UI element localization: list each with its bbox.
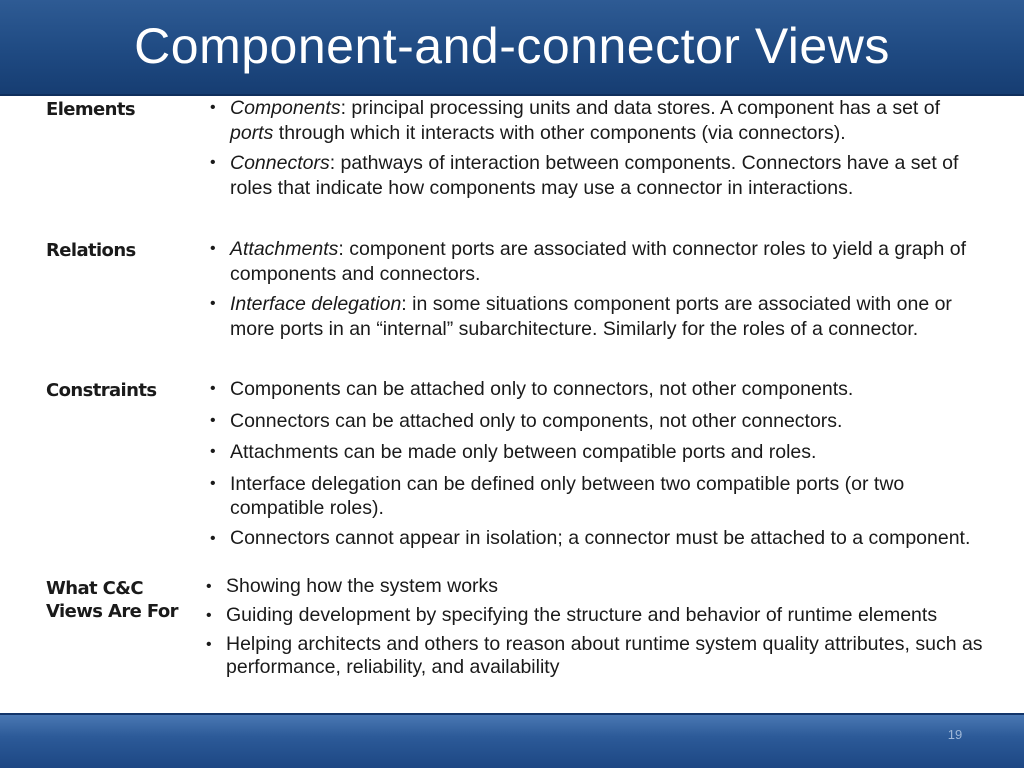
- bullet-icon: •: [210, 529, 216, 547]
- title-bar: [0, 0, 1024, 96]
- bullet-icon: •: [210, 411, 216, 429]
- list-item: [204, 237, 986, 286]
- bullet-icon: •: [210, 443, 216, 460]
- term: Components: [230, 97, 341, 119]
- list-item: [204, 377, 986, 402]
- footer-bar: [0, 713, 1024, 768]
- list-item: [200, 604, 986, 627]
- list-item: [204, 151, 986, 200]
- list-item: [204, 527, 986, 550]
- list-item: [204, 409, 986, 434]
- item-text: : component ports are associated with connector roles to yield a graph of components and connectors.: [230, 238, 966, 285]
- item-text: Guiding development by specifying the structure and behavior of runtime elements: [226, 604, 938, 626]
- bullet-icon: •: [206, 578, 212, 595]
- item-text: through which it interacts with other components (via connectors).: [273, 121, 846, 144]
- item-text: Components can be attached only to connectors, not other components.: [230, 378, 854, 400]
- section-label-uses-line1: What C&C: [46, 578, 144, 599]
- bullet-icon: •: [210, 99, 216, 116]
- bullet-icon: •: [210, 240, 216, 257]
- bullet-icon: •: [210, 380, 216, 397]
- section-label-constraints: Constraints: [46, 380, 157, 401]
- section-label-relations: Relations: [46, 240, 136, 261]
- bullet-icon: •: [206, 636, 212, 653]
- section-uses: [46, 575, 986, 679]
- bullet-icon: •: [210, 295, 216, 312]
- slide-title: Component-and-connector Views: [134, 18, 890, 74]
- section-constraints: [46, 377, 986, 575]
- bullet-icon: •: [210, 474, 216, 492]
- page-number: 19: [947, 727, 963, 742]
- section-label-uses: [46, 575, 198, 679]
- item-text: Interface delegation can be defined only between two compatible ports (or two compatible roles).: [230, 472, 905, 519]
- section-label-elements: Elements: [46, 99, 135, 120]
- item-text: : principal processing units and data stores. A component has a set of: [340, 97, 941, 119]
- item-text: Attachments can be made only between compatible ports and roles.: [230, 441, 817, 463]
- bullet-icon: •: [210, 154, 216, 171]
- section-items-uses: [200, 575, 986, 679]
- item-text: Connectors cannot appear in isolation; a connector must be attached to a component.: [230, 526, 971, 549]
- list-item: [204, 472, 986, 521]
- section-items-relations: [204, 237, 986, 377]
- term: Connectors: [230, 152, 330, 174]
- section-items-constraints: [204, 377, 986, 575]
- section-relations: [46, 237, 986, 377]
- section-label-uses-line2: Views Are For: [46, 601, 178, 622]
- section-items-elements: [204, 96, 986, 237]
- term: Attachments: [230, 238, 339, 260]
- item-text: Connectors can be attached only to components, not other connectors.: [230, 409, 843, 432]
- item-text: : in some situations component ports are associated with one or more ports in an “internal” subarchitecture. Similarly for the roles of a connector.: [230, 293, 952, 340]
- item-text: Showing how the system works: [226, 575, 499, 597]
- bullet-icon: •: [206, 607, 212, 624]
- item-text: : pathways of interaction between components. Connectors have a set of roles that indicate how components may use a connector in interactions.: [230, 152, 959, 199]
- list-item: [200, 575, 986, 598]
- list-item: [200, 633, 986, 679]
- section-elements: [46, 96, 986, 237]
- item-text: Helping architects and others to reason about runtime system quality attributes, such as performance, reliability, and availability: [226, 633, 983, 678]
- term: ports: [230, 121, 274, 144]
- content-table: [46, 96, 986, 679]
- term: Interface delegation: [230, 293, 402, 315]
- list-item: [204, 96, 986, 145]
- list-item: [204, 292, 986, 341]
- list-item: [204, 440, 986, 465]
